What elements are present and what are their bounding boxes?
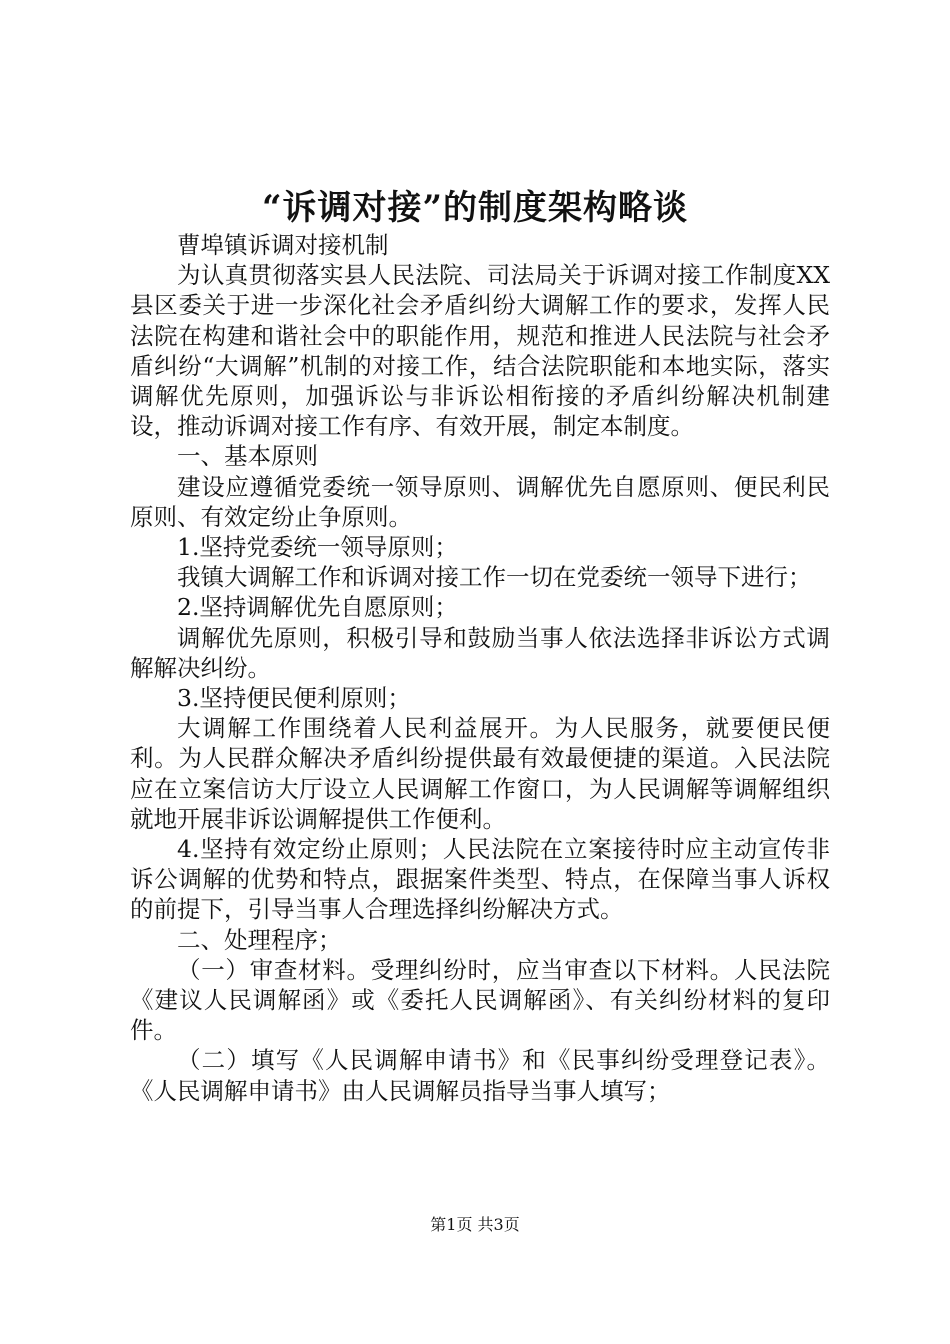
procedure-step-2: （二）填写《人民调解申请书》和《民事纠纷受理登记表》。《人民调解申请书》由人民调解员指导当事人填写； xyxy=(130,1046,830,1105)
paragraph-intro: 为认真贯彻落实县人民法院、司法局关于诉调对接工作制度XX县区委关于进一步深化社会矛盾纠纷大调解工作的要求，发挥人民法院在构建和谐社会中的职能作用，规范和推进人民法院与社会矛盾纠纷“大调解”机制的对接工作，结合法院职能和本地实际，落实调解优先原则，加强诉讼与非诉讼相衔接的矛盾纠纷解决机制建设，推动诉调对接工作有序、有效开展，制定本制度。 xyxy=(130,261,830,441)
section-heading-procedure: 二、处理程序； xyxy=(177,925,342,954)
item-text-2: 调解优先原则，积极引导和鼓励当事人依法选择非诉讼方式调解解决纠纷。 xyxy=(130,623,830,682)
paragraph-principles: 建设应遵循党委统一领导原则、调解优先自愿原则、便民利民原则、有效定纷止争原则。 xyxy=(130,472,830,531)
document-title: “诉调对接”的制度架构略谈 xyxy=(261,188,689,228)
page-number: 第1页 共3页 xyxy=(430,1215,520,1234)
item-heading-2: 2.坚持调解优先自愿原则； xyxy=(177,593,458,622)
paragraph-subtitle: 曹埠镇诉调对接机制 xyxy=(177,231,389,259)
section-heading-principles: 一、基本原则 xyxy=(177,442,318,471)
document-body xyxy=(130,230,830,1106)
item-heading-1: 1.坚持党委统一领导原则； xyxy=(177,533,458,562)
procedure-step-1: （一）审查材料。受理纠纷时，应当审查以下材料。人民法院《建议人民调解函》或《委托人民调解函》、有关纠纷材料的复印件。 xyxy=(130,955,830,1045)
item-text-1: 我镇大调解工作和诉调对接工作一切在党委统一领导下进行； xyxy=(177,563,812,592)
item-text-3: 大调解工作围绕着人民利益展开。为人民服务，就要便民便利。为人民群众解决矛盾纠纷提供最有效最便捷的渠道。入民法院应在立案信访大厅设立人民调解工作窗口，为人民调解等调解组织就地开展非诉讼调解提供工作便利。 xyxy=(130,714,830,833)
item-heading-3: 3.坚持便民便利原则； xyxy=(177,684,411,713)
item-text-4: 4.坚持有效定纷止原则；人民法院在立案接待时应主动宣传非诉公调解的优势和特点，跟据案件类型、特点，在保障当事人诉权的前提下，引导当事人合理选择纠纷解决方式。 xyxy=(130,835,830,924)
